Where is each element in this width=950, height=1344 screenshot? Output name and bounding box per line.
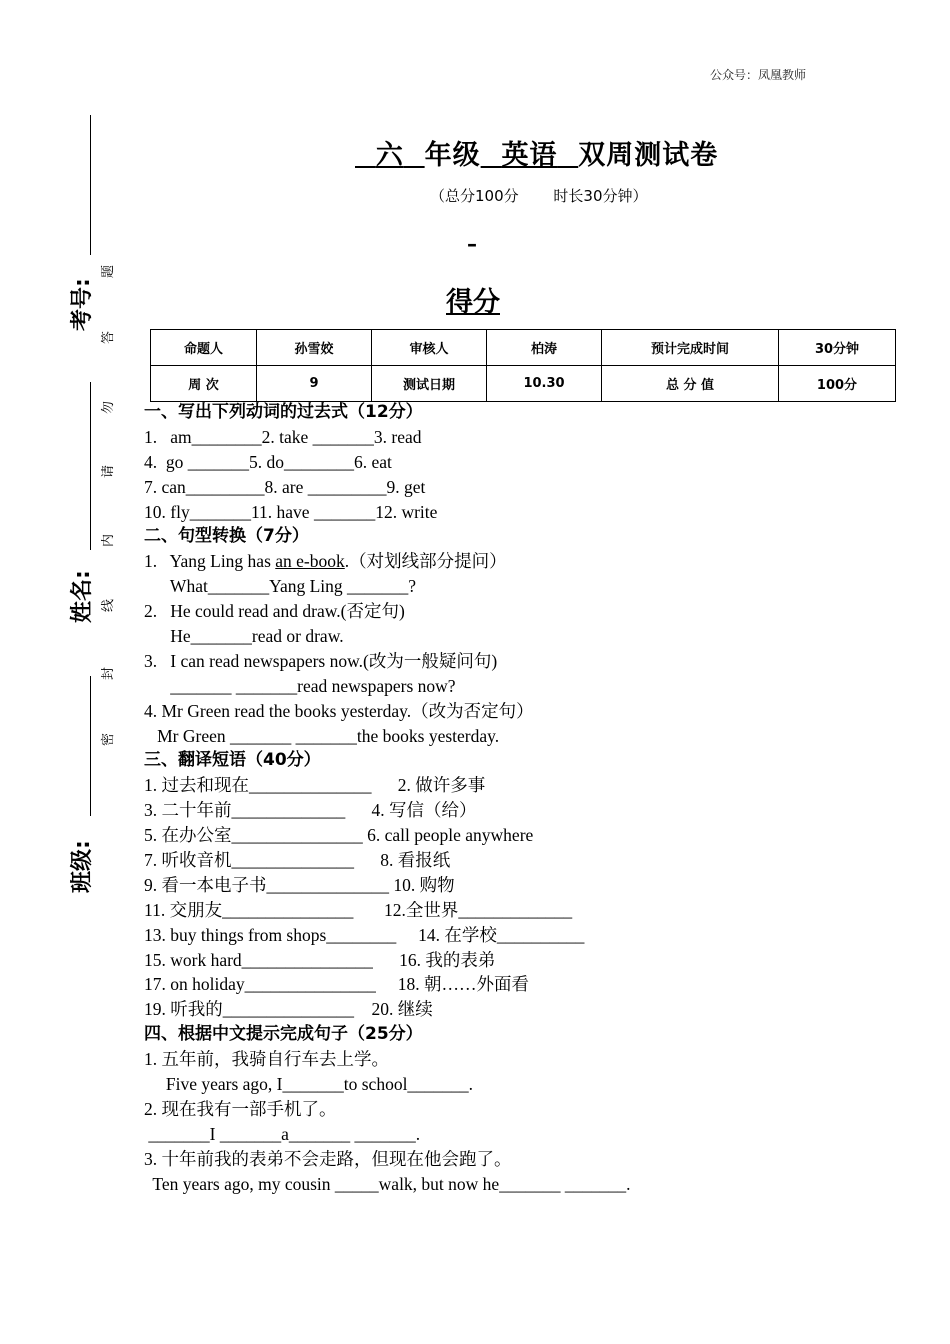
section-1-heading: 一、写出下列动词的过去式（12分） xyxy=(144,402,423,422)
question-line: _______I _______a_______ _______. xyxy=(144,1123,421,1144)
cell-author-label: 命题人 xyxy=(151,330,257,366)
exam-number-label: 考号: xyxy=(70,278,95,331)
cell-total: 100分 xyxy=(779,366,896,402)
section-3-heading: 三、翻译短语（40分） xyxy=(144,750,321,771)
question-line: 4. go _______5. do________6. eat xyxy=(144,451,392,472)
question-line: 19. 听我的_______________ 20. 继续 xyxy=(144,999,433,1020)
title-grade-suffix: 年级 xyxy=(424,140,481,171)
question-line: 1. 过去和现在______________ 2. 做许多事 xyxy=(144,775,486,796)
question-line: Five years ago, I_______to school_______. xyxy=(144,1074,474,1095)
margin-line-1 xyxy=(90,115,91,255)
seal-char: 封 xyxy=(101,666,116,680)
seal-char: 勿 xyxy=(101,400,116,414)
question-line: 9. 看一本电子书______________ 10. 购物 xyxy=(144,874,455,895)
q1-underlined: an e-book xyxy=(275,551,345,572)
question-line: 3. 二十年前_____________ 4. 写信（给） xyxy=(144,800,477,821)
question-line: Mr Green _______ _______the books yesterday. xyxy=(144,725,500,746)
seal-char: 线 xyxy=(101,598,116,612)
question-line xyxy=(144,549,904,574)
question-line: 7. can_________8. are _________9. get xyxy=(144,476,426,497)
question-line: 1. 五年前，我骑自行车去上学。 xyxy=(144,1049,389,1070)
question-line: 1. am________2. take _______3. read xyxy=(144,426,422,447)
question-line: 4. Mr Green read the books yesterday.（改为否定句） xyxy=(144,700,534,721)
question-line: _______ _______read newspapers now? xyxy=(144,675,456,696)
page-title xyxy=(355,133,718,172)
question-line: 2. He could read and draw.(否定句) xyxy=(144,601,405,622)
question-line: What_______Yang Ling _______? xyxy=(144,576,417,597)
seal-char: 答 xyxy=(101,330,116,344)
q1-prefix: 1. Yang Ling has xyxy=(144,551,276,572)
info-row-1 xyxy=(151,330,896,366)
seal-char: 内 xyxy=(101,533,116,547)
class-label: 班级: xyxy=(70,840,95,893)
question-line: 3. I can read newspapers now.(改为一般疑问句) xyxy=(144,650,498,671)
cell-total-label: 总 分 值 xyxy=(602,366,779,402)
question-line: 5. 在办公室_______________ 6. call people anywhere xyxy=(144,825,534,846)
cell-week: 9 xyxy=(257,366,372,402)
watermark: 公众号：凤凰教师 xyxy=(710,68,807,82)
title-end: 双周测试卷 xyxy=(578,140,719,171)
question-line: 7. 听收音机______________ 8. 看报纸 xyxy=(144,850,451,871)
name-label: 姓名: xyxy=(70,570,95,623)
margin-line-2 xyxy=(90,382,91,550)
margin-line-3 xyxy=(90,676,91,816)
section-4-heading: 四、根据中文提示完成句子（25分） xyxy=(144,1024,423,1045)
cell-reviewer-label: 审核人 xyxy=(372,330,487,366)
question-line: 10. fly_______11. have _______12. write xyxy=(144,501,438,522)
question-line: 13. buy things from shops________ 14. 在学校__________ xyxy=(144,924,585,945)
title-subject: 英语 xyxy=(501,140,558,171)
q1-suffix: .（对划线部分提问） xyxy=(344,551,507,572)
question-line: Ten years ago, my cousin _____walk, but now he_______ _______. xyxy=(144,1173,631,1194)
cell-reviewer: 柏涛 xyxy=(487,330,602,366)
exam-content xyxy=(144,400,904,1197)
section-2-heading: 二、句型转换（7分） xyxy=(144,526,309,547)
seal-char: 题 xyxy=(101,264,116,278)
question-line: 11. 交朋友_______________ 12.全世界_____________ xyxy=(144,899,573,920)
question-line: 3. 十年前我的表弟不会走路，但现在他会跑了。 xyxy=(144,1148,512,1169)
seal-char: 请 xyxy=(101,464,116,478)
cell-time-label: 预计完成时间 xyxy=(602,330,779,366)
cell-date-label: 测试日期 xyxy=(372,366,487,402)
question-line: 2. 现在我有一部手机了。 xyxy=(144,1098,337,1119)
dash-mark: – xyxy=(467,232,477,256)
cell-time: 30分钟 xyxy=(779,330,896,366)
score-label: 得分 xyxy=(446,287,500,318)
info-row-2 xyxy=(151,366,896,402)
question-line: 15. work hard_______________ 16. 我的表弟 xyxy=(144,949,496,970)
title-grade: 六 xyxy=(375,140,404,171)
question-line: He_______read or draw. xyxy=(144,626,344,647)
info-table xyxy=(150,329,896,402)
subtitle: （总分100分 时长30分钟） xyxy=(430,187,648,205)
cell-author: 孙雪姣 xyxy=(257,330,372,366)
cell-week-label: 周 次 xyxy=(151,366,257,402)
question-line: 17. on holiday_______________ 18. 朝……外面看 xyxy=(144,974,529,995)
seal-char: 密 xyxy=(101,732,116,746)
cell-date: 10.30 xyxy=(487,366,602,402)
